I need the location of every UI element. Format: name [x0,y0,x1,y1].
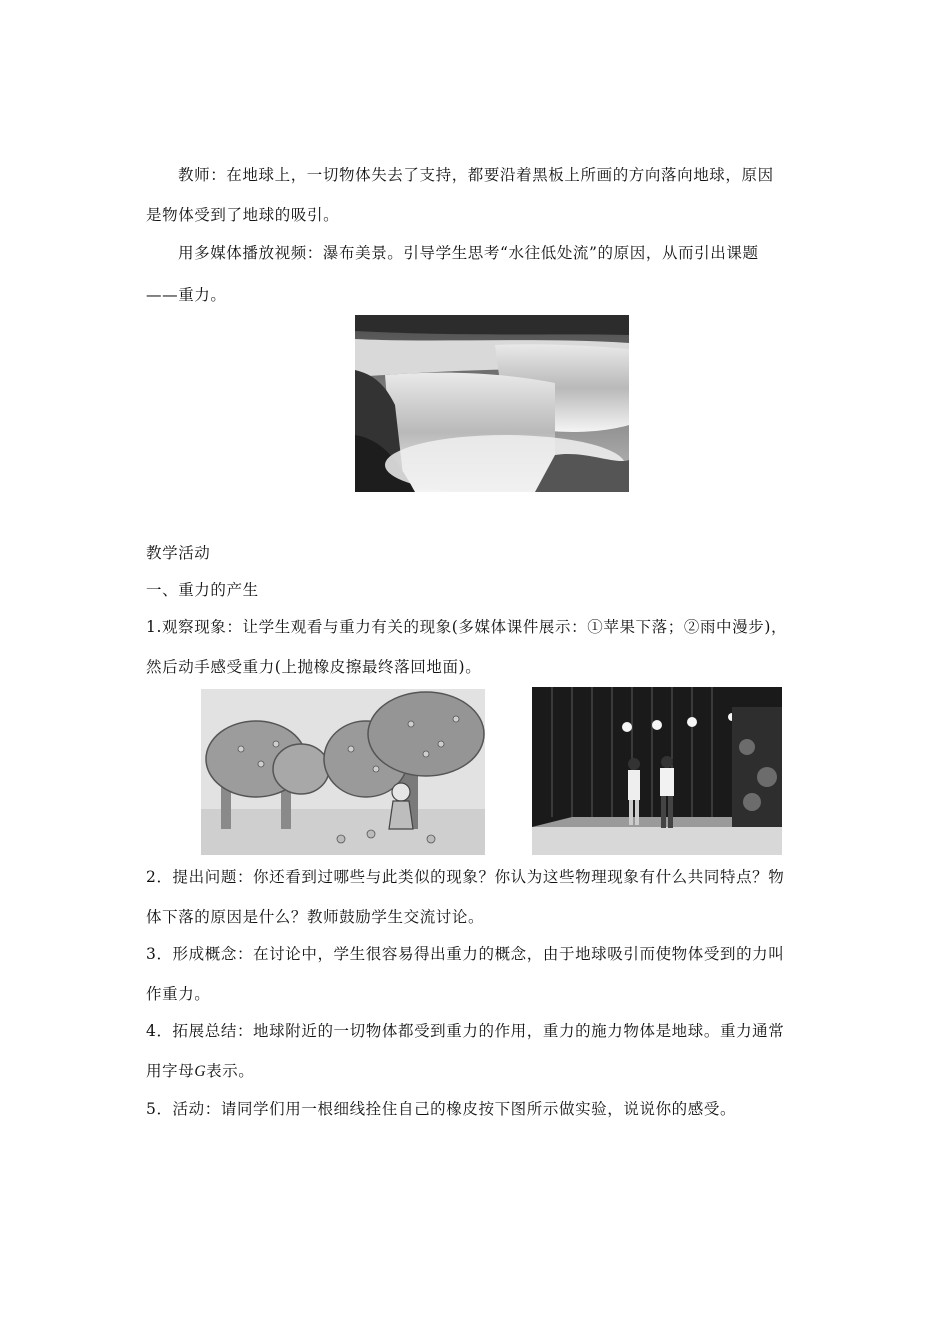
paragraph-2-line-2: ——重力。 [146,286,227,304]
waterfall-image [355,315,629,492]
paragraph-1-line-2: 是物体受到了地球的吸引。 [146,206,340,224]
item-3-line-1: 3．形成概念：在讨论中，学生很容易得出重力的概念，由于地球吸引而使物体受到的力叫 [146,945,785,963]
item-4-text-before-symbol: 用字母 [146,1062,195,1080]
section-subheading: 一、重力的产生 [146,581,259,599]
item-3-line-2: 作重力。 [146,985,211,1003]
item-4-line-1: 4．拓展总结：地球附近的一切物体都受到重力的作用，重力的施力物体是地球。重力通常 [146,1022,785,1040]
item-1-line-1: 1.观察现象：让学生观看与重力有关的现象(多媒体课件展示：①苹果下落；②雨中漫步)， [146,618,788,636]
item-4-line-2 [146,1059,254,1081]
item-2-line-1: 2．提出问题：你还看到过哪些与此类似的现象？你认为这些物理现象有什么共同特点？物 [146,868,785,886]
item-4-text-after-symbol: 表示。 [206,1062,255,1080]
rain-walk-image [532,687,782,855]
item-5-line-1: 5．活动：请同学们用一根细线拴住自己的橡皮按下图所示做实验，说说你的感受。 [146,1100,737,1118]
paragraph-1-line-1: 教师：在地球上，一切物体失去了支持，都要沿着黑板上所画的方向落向地球，原因 [178,166,774,184]
item-1-line-2: 然后动手感受重力(上抛橡皮擦最终落回地面)。 [146,658,482,676]
paragraph-2-line-1: 用多媒体播放视频：瀑布美景。引导学生思考“水往低处流”的原因，从而引出课题 [178,244,759,262]
gravity-symbol: G [194,1063,207,1080]
section-heading: 教学活动 [146,544,211,562]
apple-tree-image [201,689,485,855]
item-2-line-2: 体下落的原因是什么？教师鼓励学生交流讨论。 [146,908,485,926]
